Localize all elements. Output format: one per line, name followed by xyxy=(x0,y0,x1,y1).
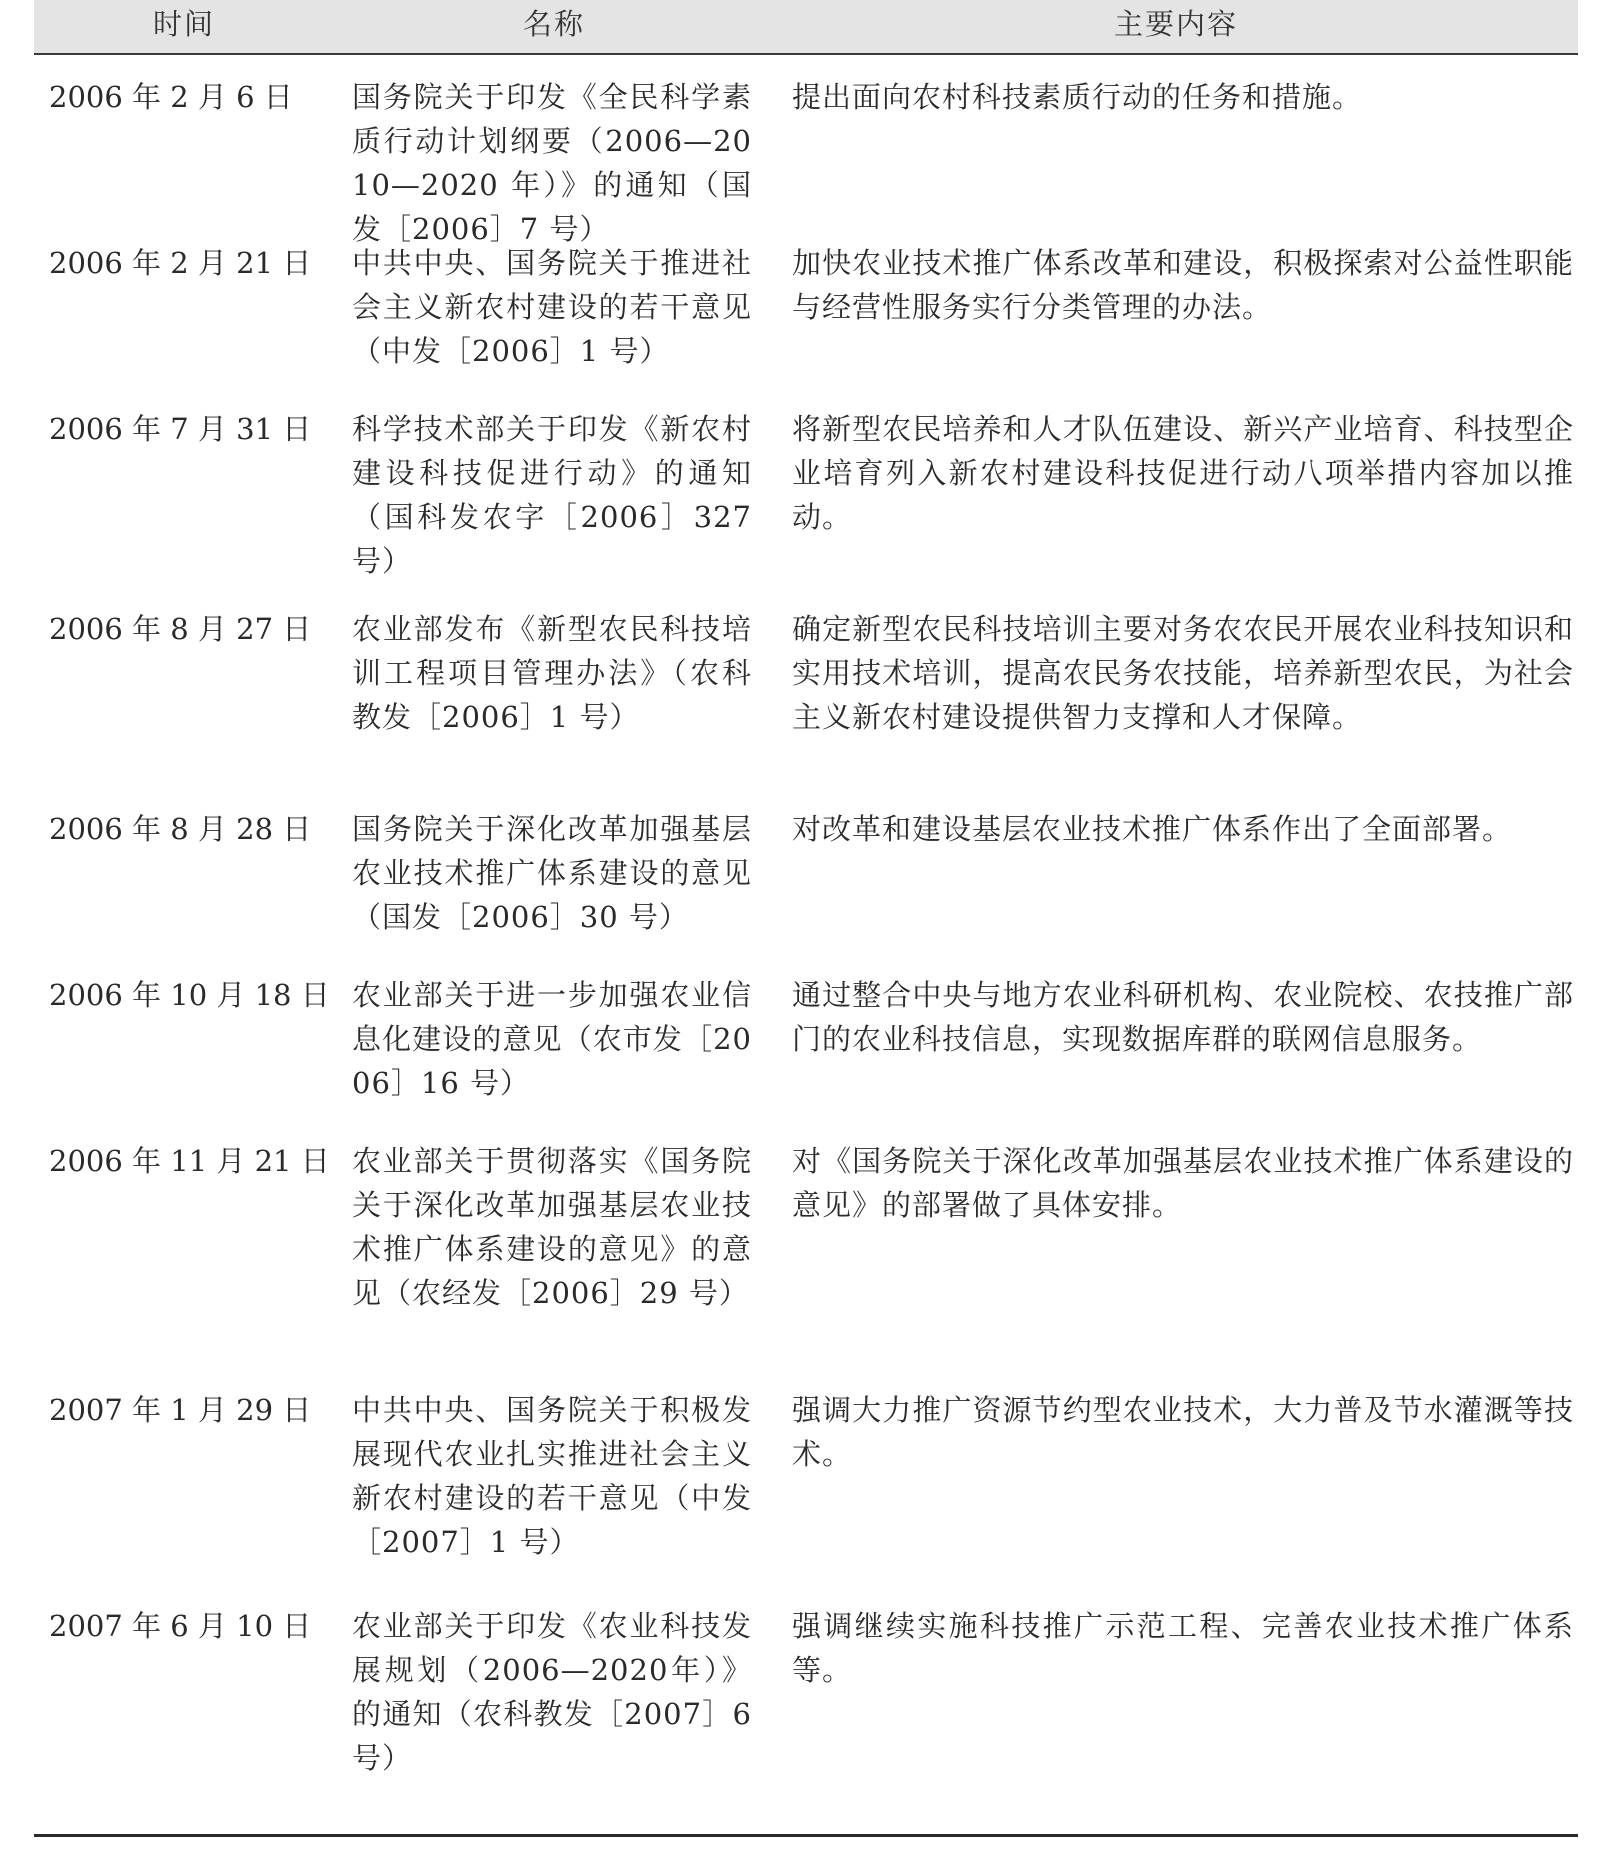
row-time: 2006 年 2 月 21 日 xyxy=(49,246,312,280)
row-name: 中共中央、国务院关于积极发展现代农业扎实推进社会主义新农村建设的若干意见（中发［2007］1 号） xyxy=(352,1393,752,1559)
table-row xyxy=(34,55,1578,246)
row-name: 农业部关于贯彻落实《国务院关于深化改革加强基层农业技术推广体系建设的意见》的意见（农经发［2006］29 号） xyxy=(352,1144,752,1310)
row-time: 2006 年 8 月 28 日 xyxy=(49,812,312,846)
table-bottom-rule xyxy=(34,1834,1578,1837)
table-row xyxy=(34,1119,1578,1368)
row-name: 科学技术部关于印发《新农村建设科技促进行动》的通知（国科发农字［2006］327 号） xyxy=(352,412,752,578)
row-time: 2007 年 1 月 29 日 xyxy=(49,1393,312,1427)
table-row xyxy=(34,1584,1578,1814)
row-content: 确定新型农民科技培训主要对务农农民开展农业科技知识和实用技术培训，提高农民务农技能，培养新型农民，为社会主义新农村建设提供智力支撑和人才保障。 xyxy=(792,612,1574,734)
table-row xyxy=(34,221,1578,387)
row-content: 强调大力推广资源节约型农业技术，大力普及节水灌溉等技术。 xyxy=(792,1393,1574,1471)
policy-table xyxy=(34,0,1578,1814)
header-content: 主要内容 xyxy=(1113,7,1238,41)
table-row xyxy=(34,1368,1578,1584)
table-row xyxy=(34,787,1578,953)
row-content: 对改革和建设基层农业技术推广体系作出了全面部署。 xyxy=(792,812,1513,846)
row-name: 中共中央、国务院关于推进社会主义新农村建设的若干意见（中发［2006］1 号） xyxy=(352,246,752,368)
row-time: 2006 年 2 月 6 日 xyxy=(49,80,293,114)
row-name: 农业部关于进一步加强农业信息化建设的意见（农市发［2006］16 号） xyxy=(352,978,752,1100)
row-content: 对《国务院关于深化改革加强基层农业技术推广体系建设的意见》的部署做了具体安排。 xyxy=(792,1144,1574,1222)
row-name: 国务院关于深化改革加强基层农业技术推广体系建设的意见（国发［2006］30 号） xyxy=(352,812,752,934)
row-content: 通过整合中央与地方农业科研机构、农业院校、农技推广部门的农业科技信息，实现数据库群的联网信息服务。 xyxy=(792,978,1574,1056)
row-time: 2006 年 8 月 27 日 xyxy=(49,612,312,646)
row-name: 农业部关于印发《农业科技发展规划（2006—2020年）》的通知（农科教发［2007］6 号） xyxy=(352,1609,752,1775)
table-header xyxy=(34,0,1578,55)
table-row xyxy=(34,387,1578,587)
row-name: 国务院关于印发《全民科学素质行动计划纲要（2006—2010—2020 年）》的通知（国发［2006］7 号） xyxy=(352,80,752,246)
table-row xyxy=(34,953,1578,1119)
row-content: 将新型农民培养和人才队伍建设、新兴产业培育、科技型企业培育列入新农村建设科技促进行动八项举措内容加以推动。 xyxy=(792,412,1574,534)
header-name: 名称 xyxy=(522,7,585,41)
row-name: 农业部发布《新型农民科技培训工程项目管理办法》（农科教发［2006］1 号） xyxy=(352,612,752,734)
header-time: 时间 xyxy=(152,7,215,41)
table-row xyxy=(34,587,1578,787)
row-content: 提出面向农村科技素质行动的任务和措施。 xyxy=(792,80,1363,114)
row-time: 2006 年 11 月 21 日 xyxy=(49,1144,330,1178)
row-time: 2007 年 6 月 10 日 xyxy=(49,1609,312,1643)
row-content: 强调继续实施科技推广示范工程、完善农业技术推广体系等。 xyxy=(792,1609,1574,1687)
row-time: 2006 年 7 月 31 日 xyxy=(49,412,312,446)
row-time: 2006 年 10 月 18 日 xyxy=(49,978,330,1012)
row-content: 加快农业技术推广体系改革和建设，积极探索对公益性职能与经营性服务实行分类管理的办法。 xyxy=(792,246,1574,324)
